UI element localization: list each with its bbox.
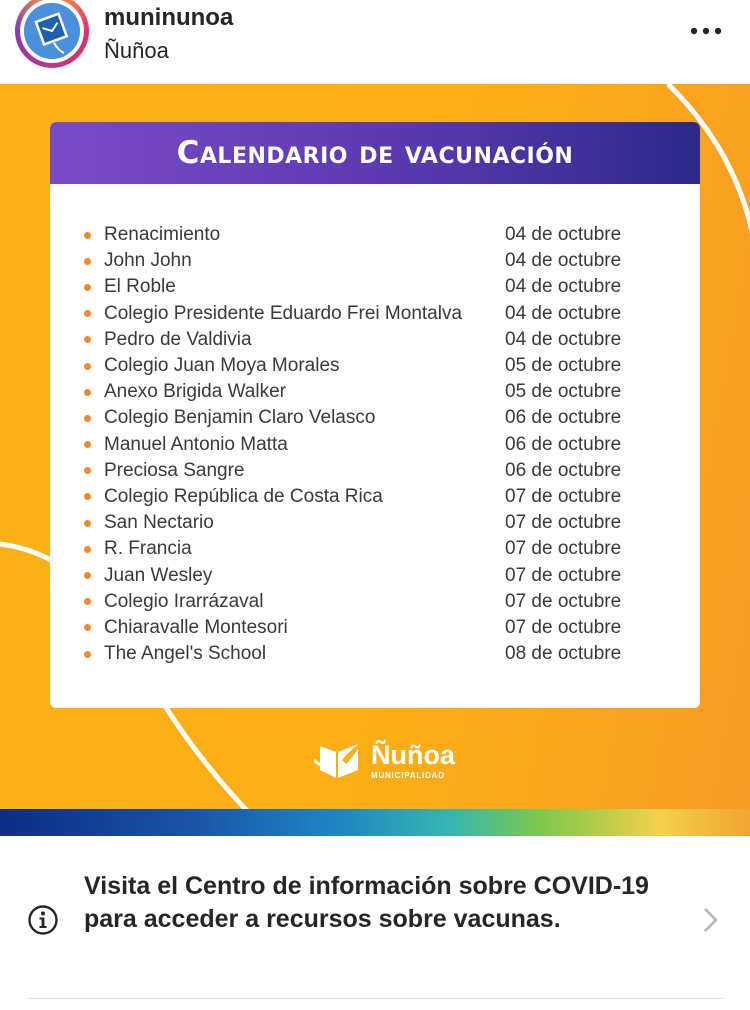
bullet-icon	[84, 624, 91, 631]
bullet-icon	[84, 232, 91, 239]
schedule-list	[84, 222, 684, 667]
bullet-icon	[84, 546, 91, 553]
schedule-row	[84, 405, 684, 431]
bullet-icon	[84, 363, 91, 370]
schedule-place: San Nectario	[104, 512, 214, 534]
schedule-row	[84, 248, 684, 274]
bullet-icon	[84, 284, 91, 291]
schedule-date: 05 de octubre	[505, 355, 622, 377]
bullet-icon	[84, 415, 91, 422]
schedule-date: 04 de octubre	[505, 276, 622, 298]
username[interactable]: muninunoa	[104, 4, 234, 31]
schedule-row	[84, 222, 684, 248]
bullet-icon	[84, 336, 91, 343]
schedule-date: 07 de octubre	[505, 564, 622, 586]
schedule-place: Colegio República de Costa Rica	[104, 485, 383, 507]
schedule-place: Colegio Benjamin Claro Velasco	[104, 407, 376, 429]
schedule-place: John John	[104, 250, 192, 272]
schedule-row	[84, 379, 684, 405]
schedule-row	[84, 432, 684, 458]
schedule-row	[84, 536, 684, 562]
schedule-row	[84, 641, 684, 667]
schedule-place: Renacimiento	[104, 224, 221, 246]
bullet-icon	[84, 389, 91, 396]
bullet-icon	[84, 572, 91, 579]
schedule-date: 04 de octubre	[505, 250, 622, 272]
bullet-icon	[84, 598, 91, 605]
schedule-date: 06 de octubre	[505, 433, 622, 455]
bullet-icon	[84, 467, 91, 474]
schedule-place: Chiaravalle Montesori	[104, 616, 288, 638]
schedule-date: 04 de octubre	[505, 224, 622, 246]
schedule-row	[84, 615, 684, 641]
schedule-date: 07 de octubre	[505, 616, 622, 638]
schedule-row	[84, 353, 684, 379]
logo-subtext: MUNICIPALIDAD	[371, 771, 445, 780]
schedule-date: 07 de octubre	[505, 538, 622, 560]
schedule-date: 06 de octubre	[505, 459, 622, 481]
schedule-row	[84, 458, 684, 484]
schedule-place: Colegio Presidente Eduardo Frei Montalva	[104, 302, 463, 324]
schedule-date: 07 de octubre	[505, 590, 622, 612]
schedule-place: Pedro de Valdivia	[104, 328, 252, 350]
location-tag[interactable]: Ñuñoa	[104, 38, 169, 63]
schedule-place: Colegio Irarrázaval	[104, 590, 264, 612]
more-options-icon[interactable]	[684, 16, 728, 46]
info-icon	[27, 904, 59, 936]
schedule-date: 05 de octubre	[505, 381, 622, 403]
bullet-icon	[84, 493, 91, 500]
covid-info-text[interactable]: Visita el Centro de información sobre COVID-19 para acceder a recursos sobre vacunas.	[84, 872, 649, 933]
schedule-date: 04 de octubre	[505, 302, 622, 324]
schedule-row	[84, 562, 684, 588]
schedule-row	[84, 274, 684, 300]
schedule-place: Preciosa Sangre	[104, 459, 245, 481]
schedule-date: 06 de octubre	[505, 407, 622, 429]
brand-stripe	[0, 809, 750, 836]
bullet-icon	[84, 310, 91, 317]
bullet-icon	[84, 520, 91, 527]
schedule-date: 08 de octubre	[505, 643, 622, 665]
bullet-icon	[84, 651, 91, 658]
card-title: Calendario de vacunación	[176, 135, 574, 171]
schedule-place: Juan Wesley	[104, 564, 213, 586]
schedule-row	[84, 510, 684, 536]
kite-logo-icon[interactable]	[24, 3, 80, 59]
card-title-bar	[50, 122, 700, 184]
schedule-place: The Angel's School	[104, 643, 267, 665]
chevron-right-icon[interactable]	[700, 905, 722, 935]
logo-text: Ñuñoa	[371, 740, 455, 770]
schedule-row	[84, 301, 684, 327]
schedule-place: Colegio Juan Moya Morales	[104, 355, 340, 377]
schedule-date: 04 de octubre	[505, 328, 622, 350]
vaccination-calendar-card	[50, 122, 700, 708]
schedule-date: 07 de octubre	[505, 512, 622, 534]
schedule-date: 07 de octubre	[505, 485, 622, 507]
nunoa-logo-icon	[314, 738, 374, 784]
post-header	[0, 0, 750, 84]
schedule-place: R. Francia	[104, 538, 192, 560]
bullet-icon	[84, 258, 91, 265]
schedule-place: El Roble	[104, 276, 176, 298]
schedule-row	[84, 327, 684, 353]
schedule-row	[84, 484, 684, 510]
divider	[27, 998, 723, 999]
schedule-row	[84, 589, 684, 615]
schedule-place: Manuel Antonio Matta	[104, 433, 288, 455]
bullet-icon	[84, 441, 91, 448]
schedule-place: Anexo Brigida Walker	[104, 381, 286, 403]
